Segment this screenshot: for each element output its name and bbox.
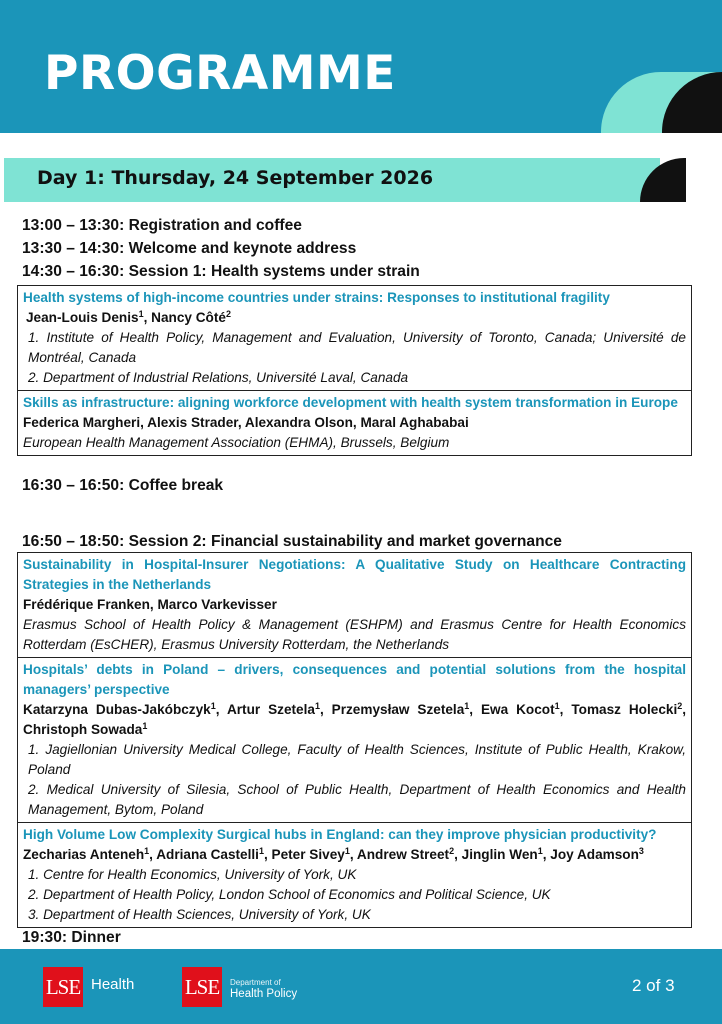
author-affiliation-mark: 1 xyxy=(210,701,216,711)
author-affiliation-mark: 1 xyxy=(537,846,543,856)
lse-health-logo: LSE xyxy=(43,967,83,1007)
slot-dinner: 19:30: Dinner xyxy=(22,929,121,946)
paper-authors: Frédérique Franken, Marco Varkevisser xyxy=(23,597,277,612)
author-affiliation-mark: 3 xyxy=(638,846,644,856)
author-name: Nancy Côté xyxy=(151,310,226,325)
author-separator: , xyxy=(263,847,272,862)
paper-title: Sustainability in Hospital-Insurer Negotiations: A Qualitative Study on Healthcare Contracting Strategies in the Netherlands xyxy=(23,557,686,592)
paper-affiliation: 1. Jagiellonian University Medical College, Faculty of Health Sciences, Institute of Public Health, Krakow, Poland xyxy=(28,742,686,777)
author-separator: , xyxy=(215,702,227,717)
paper-affiliation: 3. Department of Health Sciences, University of York, UK xyxy=(28,907,371,922)
author-affiliation-mark: 2 xyxy=(449,846,455,856)
author-affiliation-mark: 2 xyxy=(677,701,683,711)
page-header xyxy=(0,0,722,133)
slot-welcome: 13:30 – 14:30: Welcome and keynote address xyxy=(22,240,357,257)
session-1-papers xyxy=(17,285,692,456)
paper-item xyxy=(18,390,691,455)
author-separator: , xyxy=(143,310,152,325)
page-number: 2 of 3 xyxy=(632,976,675,995)
author-name: Artur Szetela xyxy=(226,702,315,717)
author-affiliation-mark: 1 xyxy=(344,846,350,856)
page-title: PROGRAMME xyxy=(44,46,396,101)
paper-item xyxy=(18,657,691,822)
paper-affiliation: Erasmus School of Health Policy & Management (ESHPM) and Erasmus Centre for Health Economics Rotterdam (EsCHER), Erasmus University Rotterdam, the Netherlands xyxy=(23,617,686,652)
author-separator: , xyxy=(319,702,332,717)
author-affiliation-mark: 1 xyxy=(138,309,144,319)
paper-affiliation: 2. Department of Health Policy, London School of Economics and Political Science, UK xyxy=(28,887,551,902)
slot-coffee-break: 16:30 – 16:50: Coffee break xyxy=(22,477,224,494)
slot-session-2: 16:50 – 18:50: Session 2: Financial sustainability and market governance xyxy=(22,533,562,550)
author-separator: , xyxy=(469,702,481,717)
paper-authors xyxy=(23,308,686,328)
paper-title: Skills as infrastructure: aligning workforce development with health system transformation in Europe xyxy=(23,395,678,410)
page-footer xyxy=(0,949,722,1024)
author-affiliation-mark: 1 xyxy=(554,701,560,711)
lse-health-policy-logo: LSE xyxy=(182,967,222,1007)
author-separator: , xyxy=(149,847,157,862)
paper-title: Health systems of high-income countries under strains: Responses to institutional fragility xyxy=(23,290,610,305)
paper-title: High Volume Low Complexity Surgical hubs in England: can they improve physician productivity? xyxy=(23,827,657,842)
paper-authors xyxy=(23,845,686,865)
author-name: Tomasz Holecki xyxy=(571,702,678,717)
author-affiliation-mark: 1 xyxy=(314,701,320,711)
author-affiliation-mark: 1 xyxy=(258,846,264,856)
author-name: Adriana Castelli xyxy=(156,847,259,862)
author-affiliation-mark: 1 xyxy=(464,701,470,711)
paper-affiliation: 2. Medical University of Silesia, School of Public Health, Department of Health Economics and Health Management, Bytom, Poland xyxy=(28,782,686,817)
paper-affiliation: 1. Centre for Health Economics, University of York, UK xyxy=(28,867,357,882)
session-2-papers xyxy=(17,552,692,928)
department-label-line1: Department of xyxy=(230,978,281,987)
department-label-line2: Health Policy xyxy=(230,988,298,1000)
paper-authors xyxy=(23,700,686,740)
paper-item xyxy=(18,286,691,390)
author-name: Zecharias Anteneh xyxy=(23,847,145,862)
paper-title: Hospitals’ debts in Poland – drivers, consequences and potential solutions from the hospital managers’ perspective xyxy=(23,662,686,697)
author-name: Jean-Louis Denis xyxy=(26,310,139,325)
author-separator: , xyxy=(542,847,551,862)
paper-affiliation: 1. Institute of Health Policy, Management and Evaluation, University of Toronto, Canada; Université de Montréal, Canada xyxy=(28,330,686,365)
author-separator: , xyxy=(682,702,687,717)
paper-affiliation: European Health Management Association (EHMA), Brussels, Belgium xyxy=(23,435,450,450)
author-separator: , xyxy=(559,702,572,717)
lse-health-label: Health xyxy=(91,976,135,993)
day-banner xyxy=(0,158,722,202)
author-name: Peter Sivey xyxy=(271,847,345,862)
author-name: Christoph Sowada xyxy=(23,722,143,737)
author-name: Andrew Street xyxy=(356,847,450,862)
paper-authors: Federica Margheri, Alexis Strader, Alexandra Olson, Maral Aghababai xyxy=(23,415,469,430)
day-title: Day 1: Thursday, 24 September 2026 xyxy=(37,167,434,189)
author-separator: , xyxy=(454,847,462,862)
author-separator: , xyxy=(349,847,357,862)
slot-session-1: 14:30 – 16:30: Session 1: Health systems under strain xyxy=(22,263,420,280)
author-affiliation-mark: 2 xyxy=(225,309,231,319)
paper-item xyxy=(18,822,691,927)
author-name: Jinglin Wen xyxy=(461,847,538,862)
author-name: Przemysław Szetela xyxy=(331,702,465,717)
author-name: Katarzyna Dubas-Jakóbczyk xyxy=(23,702,211,717)
author-name: Joy Adamson xyxy=(550,847,639,862)
author-affiliation-mark: 1 xyxy=(142,721,148,731)
slot-registration: 13:00 – 13:30: Registration and coffee xyxy=(22,217,302,234)
author-name: Ewa Kocot xyxy=(480,702,555,717)
paper-affiliation: 2. Department of Industrial Relations, Université Laval, Canada xyxy=(28,370,409,385)
author-affiliation-mark: 1 xyxy=(144,846,150,856)
paper-item xyxy=(18,553,691,657)
